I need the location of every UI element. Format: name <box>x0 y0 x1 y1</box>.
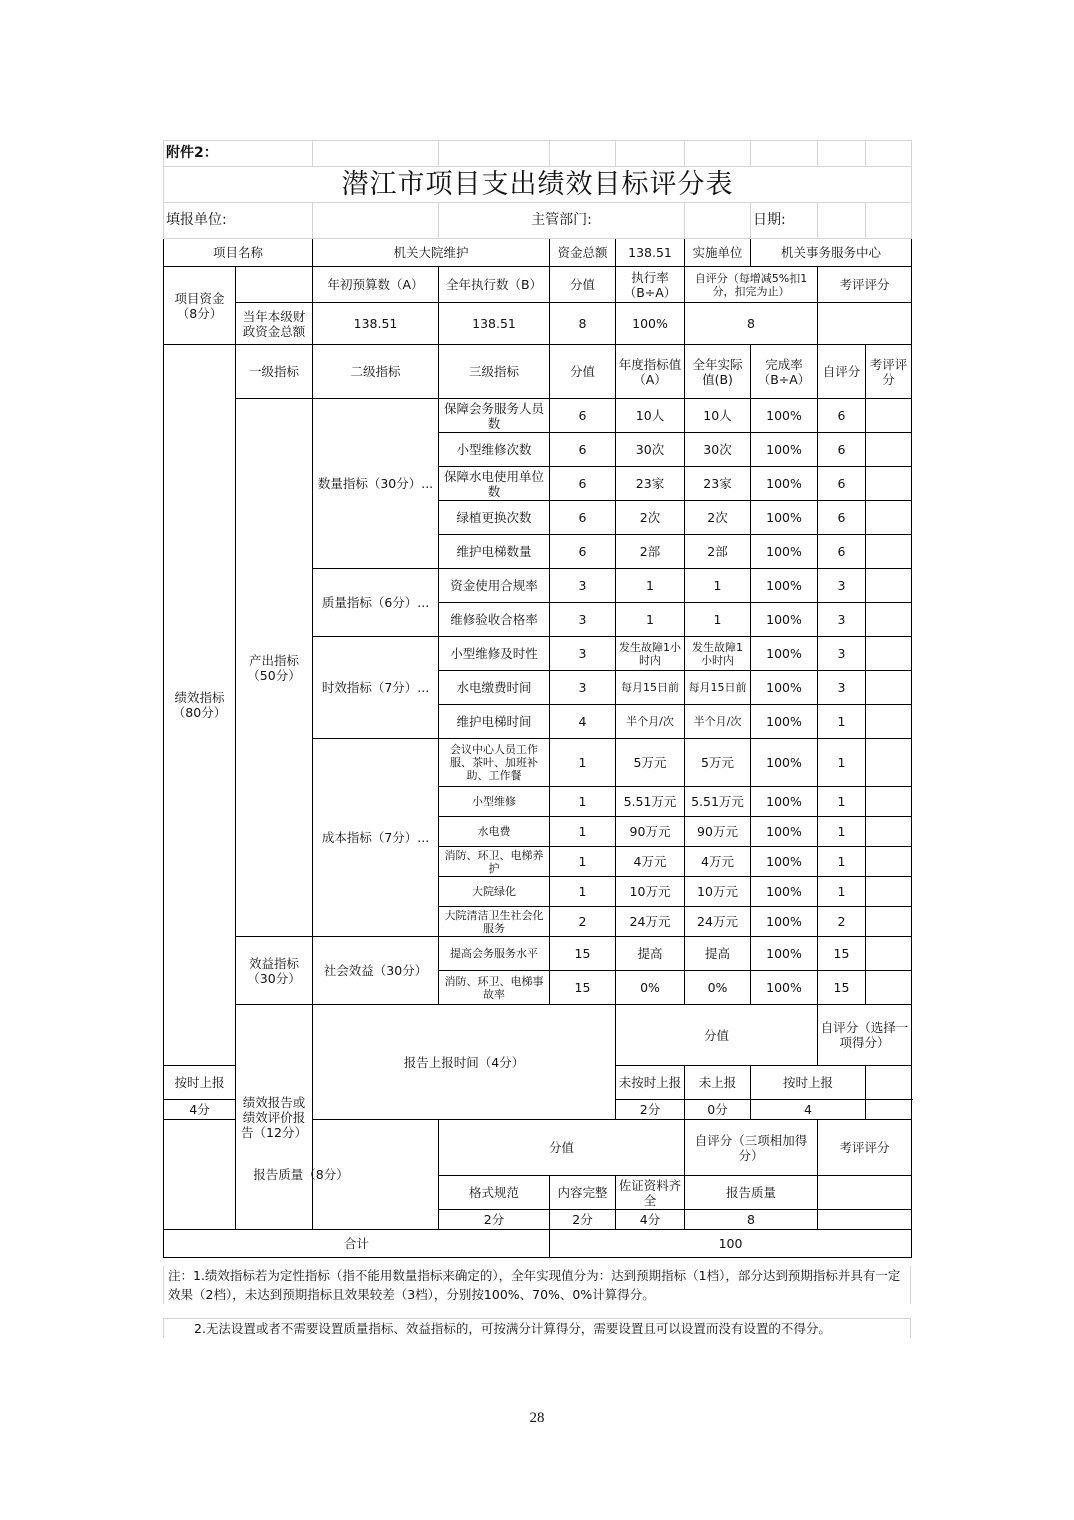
indicator-score: 15 <box>550 971 616 1005</box>
indicator-self: 3 <box>818 603 866 637</box>
indicator-rate: 100% <box>751 937 818 971</box>
indicator-target: 10万元 <box>616 877 685 907</box>
indicator-self: 15 <box>818 971 866 1005</box>
funds-header-score: 分值 <box>550 267 616 303</box>
indicator-actual: 4万元 <box>685 847 751 877</box>
funds-initial: 138.51 <box>313 303 439 345</box>
funds-section-label: 项目资金（8分） <box>164 267 236 345</box>
indicator-score: 4 <box>550 705 616 739</box>
report-option-selected: 按时上报 <box>751 1066 866 1100</box>
indicator-rate: 100% <box>751 501 818 535</box>
indicator-rate: 100% <box>751 739 818 787</box>
indicator-score: 3 <box>550 603 616 637</box>
perf-header-target: 年度指标值（A） <box>616 345 685 399</box>
note-1: 注：1.绩效指标若为定性指标（指不能用数量指标来确定的），全年实现值分为：达到预期指标（1档），部分达到预期指标并具有一定效果（2档），未达到预期指标且效果较差（3档），分别按100%、70%、0%计算得分。 <box>163 1266 911 1304</box>
funds-header-self: 自评分（每增减5%扣1分，扣完为止） <box>685 267 818 303</box>
indicator-rate: 100% <box>751 847 818 877</box>
indicator-actual: 发生故障1小时内 <box>685 637 751 671</box>
indicator-target: 1 <box>616 569 685 603</box>
indicator-actual: 30次 <box>685 433 751 467</box>
indicator-target: 0% <box>616 971 685 1005</box>
indicator-rate: 100% <box>751 569 818 603</box>
quality-item-evidence: 佐证资料齐全 <box>616 1176 685 1210</box>
indicator-score: 1 <box>550 817 616 847</box>
quality-item-report: 报告质量 <box>685 1176 818 1210</box>
indicator-actual: 每月15日前 <box>685 671 751 705</box>
report-time-self: 4 <box>751 1100 866 1120</box>
indicator-name: 保障会务服务人员数 <box>439 399 550 433</box>
indicator-self: 3 <box>818 569 866 603</box>
report-quality-review-header: 考评评分 <box>818 1120 912 1176</box>
indicator-rate: 100% <box>751 971 818 1005</box>
indicator-rate: 100% <box>751 787 818 817</box>
indicator-self: 1 <box>818 705 866 739</box>
indicator-actual: 0% <box>685 971 751 1005</box>
report-section-label: 绩效报告或绩效评价报告（12分） <box>236 1005 313 1230</box>
indicator-self: 6 <box>818 467 866 501</box>
indicator-name: 保障水电使用单位数 <box>439 467 550 501</box>
perf-header-actual: 全年实际值(B) <box>685 345 751 399</box>
indicator-target: 24万元 <box>616 907 685 937</box>
quality-item-format: 格式规范 <box>439 1176 550 1210</box>
indicator-score: 1 <box>550 877 616 907</box>
group-quality: 质量指标（6分）... <box>313 569 439 637</box>
indicator-self: 2 <box>818 907 866 937</box>
indicator-rate: 100% <box>751 637 818 671</box>
report-quality-self-header: 自评分（三项相加得分） <box>685 1120 818 1176</box>
report-option-ontime: 按时上报 <box>164 1066 236 1100</box>
perf-header-score: 分值 <box>550 345 616 399</box>
group-social-benefit: 社会效益（30分） <box>313 937 439 1005</box>
impl-unit-label: 实施单位 <box>685 239 751 267</box>
indicator-score: 15 <box>550 937 616 971</box>
perf-header-self: 自评分 <box>818 345 866 399</box>
indicator-target: 每月15日前 <box>616 671 685 705</box>
indicator-score: 6 <box>550 467 616 501</box>
indicator-rate: 100% <box>751 433 818 467</box>
date-label: 日期: <box>751 203 818 239</box>
indicator-name: 小型维修次数 <box>439 433 550 467</box>
report-quality-self: 8 <box>685 1210 818 1230</box>
funds-rate: 100% <box>616 303 685 345</box>
perf-header-lvl3: 三级指标 <box>439 345 550 399</box>
group-timeliness: 时效指标（7分）... <box>313 637 439 739</box>
indicator-name: 小型维修及时性 <box>439 637 550 671</box>
attachment-label: 附件2： <box>164 141 313 167</box>
indicator-rate: 100% <box>751 877 818 907</box>
indicator-actual: 2部 <box>685 535 751 569</box>
report-option-late: 未按时上报 <box>616 1066 685 1100</box>
funds-header-annual: 全年执行数（B） <box>439 267 550 303</box>
indicator-target: 5.51万元 <box>616 787 685 817</box>
total-funds: 138.51 <box>616 239 685 267</box>
indicator-score: 3 <box>550 671 616 705</box>
report-value-none: 0分 <box>685 1100 751 1120</box>
total-label: 合计 <box>164 1230 550 1258</box>
indicator-self: 1 <box>818 787 866 817</box>
indicator-self: 6 <box>818 399 866 433</box>
indicator-target: 提高 <box>616 937 685 971</box>
report-time-self-header: 自评分（选择一项得分） <box>818 1005 912 1066</box>
indicator-self: 1 <box>818 739 866 787</box>
indicator-name: 小型维修 <box>439 787 550 817</box>
indicator-name: 水电费 <box>439 817 550 847</box>
group-cost: 成本指标（7分）... <box>313 739 439 937</box>
report-value-late: 2分 <box>616 1100 685 1120</box>
indicator-score: 3 <box>550 569 616 603</box>
indicator-target: 30次 <box>616 433 685 467</box>
indicator-self: 3 <box>818 671 866 705</box>
indicator-actual: 90万元 <box>685 817 751 847</box>
indicator-actual: 10万元 <box>685 877 751 907</box>
indicator-rate: 100% <box>751 399 818 433</box>
project-name: 机关大院维护 <box>313 239 550 267</box>
indicator-actual: 23家 <box>685 467 751 501</box>
indicator-actual: 提高 <box>685 937 751 971</box>
indicator-self: 1 <box>818 877 866 907</box>
dept-label: 主管部门: <box>439 203 685 239</box>
indicator-self: 1 <box>818 817 866 847</box>
indicator-rate: 100% <box>751 907 818 937</box>
indicator-actual: 10人 <box>685 399 751 433</box>
report-time-label: 报告上报时间（4分） <box>313 1005 616 1120</box>
indicator-rate: 100% <box>751 817 818 847</box>
quality-item-content: 内容完整 <box>550 1176 616 1210</box>
total-value: 100 <box>550 1230 912 1258</box>
report-value-ontime: 4分 <box>164 1100 236 1120</box>
funds-row-label: 当年本级财政资金总额 <box>236 303 313 345</box>
unit-label: 填报单位: <box>164 203 313 239</box>
indicator-actual: 半个月/次 <box>685 705 751 739</box>
indicator-target: 5万元 <box>616 739 685 787</box>
indicator-target: 半个月/次 <box>616 705 685 739</box>
perf-header-rate: 完成率（B÷A） <box>751 345 818 399</box>
indicator-name: 消防、环卫、电梯事故率 <box>439 971 550 1005</box>
indicator-self: 6 <box>818 433 866 467</box>
indicator-target: 2次 <box>616 501 685 535</box>
indicator-target: 发生故障1小时内 <box>616 637 685 671</box>
quality-value-content: 2分 <box>550 1210 616 1230</box>
funds-header-rate: 执行率（B÷A） <box>616 267 685 303</box>
indicator-rate: 100% <box>751 671 818 705</box>
indicator-target: 90万元 <box>616 817 685 847</box>
funds-self: 8 <box>685 303 818 345</box>
indicator-actual: 24万元 <box>685 907 751 937</box>
indicator-name: 消防、环卫、电梯养护 <box>439 847 550 877</box>
indicator-rate: 100% <box>751 535 818 569</box>
indicator-score: 6 <box>550 433 616 467</box>
indicator-target: 1 <box>616 603 685 637</box>
indicator-name: 绿植更换次数 <box>439 501 550 535</box>
indicator-actual: 1 <box>685 569 751 603</box>
output-indicator-label: 产出指标（50分） <box>236 399 313 937</box>
indicator-actual: 2次 <box>685 501 751 535</box>
benefit-indicator-label: 效益指标（30分） <box>236 937 313 1005</box>
indicator-name: 水电缴费时间 <box>439 671 550 705</box>
indicator-target: 23家 <box>616 467 685 501</box>
indicator-rate: 100% <box>751 705 818 739</box>
indicator-score: 6 <box>550 535 616 569</box>
indicator-name: 维修验收合格率 <box>439 603 550 637</box>
quality-value-evidence: 4分 <box>616 1210 685 1230</box>
funds-annual: 138.51 <box>439 303 550 345</box>
indicator-name: 资金使用合规率 <box>439 569 550 603</box>
indicator-name: 维护电梯数量 <box>439 535 550 569</box>
indicator-rate: 100% <box>751 603 818 637</box>
indicator-name: 维护电梯时间 <box>439 705 550 739</box>
group-quantity: 数量指标（30分）... <box>313 399 439 569</box>
funds-header-review: 考评评分 <box>818 267 912 303</box>
indicator-self: 15 <box>818 937 866 971</box>
indicator-score: 6 <box>550 501 616 535</box>
impl-unit: 机关事务服务中心 <box>751 239 912 267</box>
note-2: 2.无法设置或者不需要设置质量指标、效益指标的，可按满分计算得分，需要设置且可以设置而没有设置的不得分。 <box>163 1318 911 1338</box>
perf-header-lvl1: 一级指标 <box>236 345 313 399</box>
project-name-label: 项目名称 <box>164 239 313 267</box>
perf-section-label: 绩效指标（80分） <box>164 345 236 1066</box>
indicator-self: 6 <box>818 501 866 535</box>
score-table <box>163 140 912 1258</box>
quality-value-format: 2分 <box>439 1210 550 1230</box>
indicator-actual: 5.51万元 <box>685 787 751 817</box>
indicator-target: 4万元 <box>616 847 685 877</box>
perf-header-lvl2: 二级指标 <box>313 345 439 399</box>
page-title: 潜江市项目支出绩效目标评分表 <box>164 167 912 203</box>
indicator-score: 1 <box>550 787 616 817</box>
report-quality-value-header: 分值 <box>439 1120 685 1176</box>
indicator-score: 1 <box>550 739 616 787</box>
report-time-value-header: 分值 <box>616 1005 818 1066</box>
indicator-score: 6 <box>550 399 616 433</box>
indicator-rate: 100% <box>751 467 818 501</box>
indicator-score: 2 <box>550 907 616 937</box>
indicator-self: 6 <box>818 535 866 569</box>
report-quality-label: 报告质量（8分） <box>164 1120 439 1230</box>
perf-header-review: 考评评分 <box>866 345 912 399</box>
indicator-actual: 1 <box>685 603 751 637</box>
indicator-self: 3 <box>818 637 866 671</box>
funds-score: 8 <box>550 303 616 345</box>
indicator-target: 2部 <box>616 535 685 569</box>
page-number: 28 <box>529 1410 545 1426</box>
indicator-name: 会议中心人员工作服、茶叶、加班补助、工作餐 <box>439 739 550 787</box>
indicator-self: 1 <box>818 847 866 877</box>
funds-header-initial: 年初预算数（A） <box>313 267 439 303</box>
indicator-actual: 5万元 <box>685 739 751 787</box>
indicator-score: 3 <box>550 637 616 671</box>
indicator-target: 10人 <box>616 399 685 433</box>
indicator-score: 1 <box>550 847 616 877</box>
report-option-none: 未上报 <box>685 1066 751 1100</box>
total-funds-label: 资金总额 <box>550 239 616 267</box>
indicator-name: 提高会务服务水平 <box>439 937 550 971</box>
indicator-name: 大院绿化 <box>439 877 550 907</box>
indicator-name: 大院清洁卫生社会化服务 <box>439 907 550 937</box>
scoring-sheet <box>163 140 911 1258</box>
